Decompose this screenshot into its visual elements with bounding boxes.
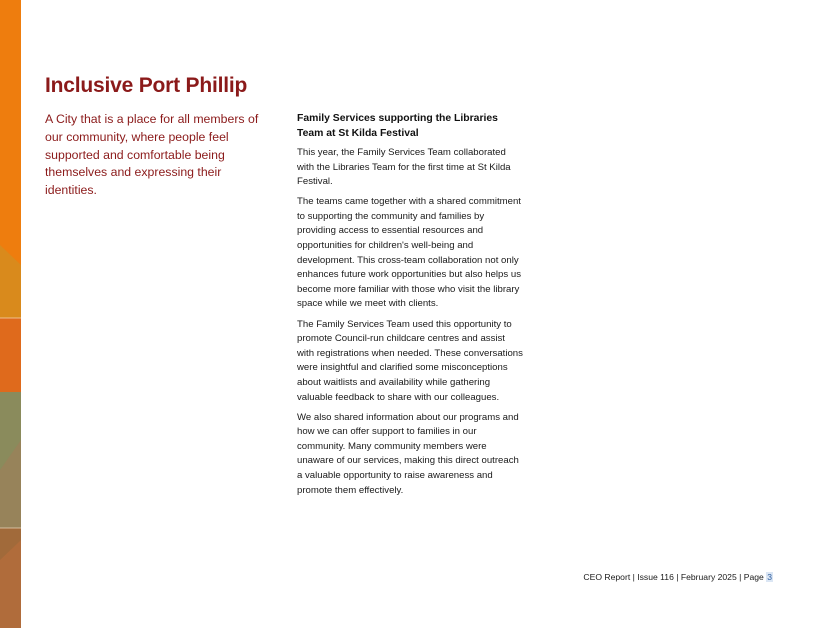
article-paragraph: We also shared information about our programs and how we can offer support to families in our community. Many community members were unaware of our services, making this direct outreach a valuable opportunity to raise awareness and promote them effectively. xyxy=(297,411,519,496)
footer-text: CEO Report | Issue 116 | February 2025 | Page xyxy=(583,572,767,582)
geometric-pattern xyxy=(0,0,21,628)
article-paragraph: The Family Services Team used this opportunity to promote Council-run childcare centres and assist with registrations when needed. These conversations were insightful and clarified some misconceptions about waitlists and availability while gathering valuable feedback to share with our colleagues. xyxy=(297,318,523,403)
article-paragraph: The teams came together with a shared commitment to supporting the community and families by providing access to essential resources and opportunities for children's well-being and development. This cross-team collaboration not only enhances future work opportunities but also helps us become more familiar with those who visit the library space while we meet with clients. xyxy=(297,196,521,310)
page-title: Inclusive Port Phillip xyxy=(45,74,248,97)
article-heading: Family Services supporting the Libraries Team at St Kilda Festival xyxy=(297,113,498,139)
section-tagline: A City that is a place for all members of our community, where people feel supported and comfortable being themselves and expressing their identities. xyxy=(45,112,259,198)
page-footer xyxy=(583,572,773,582)
page-number: 3 xyxy=(767,572,772,582)
article xyxy=(297,112,523,504)
decorative-side-band xyxy=(0,0,21,628)
article-paragraph: This year, the Family Services Team collaborated with the Libraries Team for the first time at St Kilda Festival. xyxy=(297,147,511,188)
